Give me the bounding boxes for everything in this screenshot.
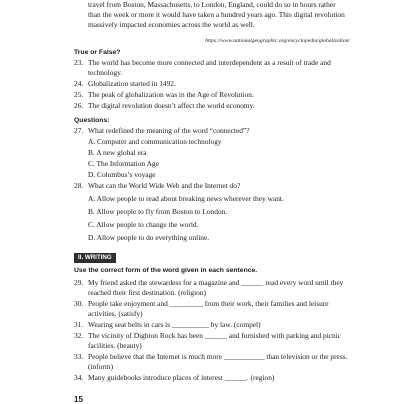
item-number: 27.	[74, 126, 84, 135]
item-text: Wearing seat belts in cars is __________ by law. (compel)	[88, 320, 261, 329]
item-text: The peak of globalization was in the Age of Revolution.	[88, 90, 254, 99]
question-27	[74, 126, 352, 136]
tf-item-24	[74, 79, 352, 89]
item-number: 31.	[74, 320, 84, 329]
writing-item-32	[74, 331, 352, 351]
intro-paragraph: travel from Boston, Massachusetts, to London, England, could do so in hours rather than the week or more it would have taken a hundred years ago. This digital revolution massively impacted economies across the world as well.	[88, 0, 345, 30]
item-number: 34.	[74, 373, 84, 382]
tf-item-23	[74, 58, 352, 78]
q27-option-a: A. Computer and communication technology	[88, 137, 222, 146]
question-28	[74, 181, 352, 191]
q27-option-b: B. A new global era	[88, 148, 147, 157]
writing-item-31	[74, 320, 352, 330]
item-number: 25.	[74, 90, 84, 99]
q27-option-c: C. The Information Age	[88, 159, 159, 168]
item-number: 30.	[74, 299, 84, 308]
q28-option-d: D. Allow people to do everything online.	[88, 233, 210, 242]
q28-option-a: A. Allow people to read about breaking news wherever they want.	[88, 194, 284, 203]
writing-section-badge: II. WRITING	[74, 253, 116, 263]
writing-item-30	[74, 299, 352, 319]
true-false-heading: True or False?	[74, 49, 121, 56]
item-text: The vicinity of Dighton Rock has been ______ and furnished with parking and picnic facilities. (beauty)	[88, 331, 342, 351]
q28-option-c: C. Allow people to change the world.	[88, 220, 199, 229]
tf-item-26	[74, 101, 352, 111]
item-number: 28.	[74, 181, 84, 190]
tf-item-25	[74, 90, 352, 100]
q27-option-d: D. Columbus’s voyage	[88, 170, 156, 179]
questions-heading: Questions:	[74, 117, 110, 124]
item-number: 29.	[74, 278, 84, 287]
writing-item-29	[74, 278, 352, 298]
q28-option-b: B. Allow people to fly from Boston to London.	[88, 207, 228, 216]
item-text: The world has become more connected and interdependent as a result of trade and technology.	[88, 58, 331, 78]
question-text: What can the World Wide Web and the Internet do?	[88, 181, 241, 190]
item-text: My friend asked the stewardess for a magazine and ______ read every word until they reached their first destination. (religion)	[88, 278, 344, 298]
item-text: The digital revolution doesn’t affect the world economy.	[88, 101, 255, 110]
item-text: Many guidebooks introduce places of interest ______. (region)	[88, 373, 275, 382]
item-number: 33.	[74, 352, 84, 361]
item-number: 23.	[74, 58, 84, 67]
item-text: Globalization started in 1492.	[88, 79, 176, 88]
item-number: 26.	[74, 101, 84, 110]
item-number: 32.	[74, 331, 84, 340]
writing-item-34	[74, 373, 352, 383]
writing-item-33	[74, 352, 352, 372]
item-text: People take enjoyment and _________ from their work, their families and leisure activities. (satisfy)	[88, 299, 329, 319]
item-number: 24.	[74, 79, 84, 88]
question-text: What redefined the meaning of the word “connected”?	[88, 126, 250, 135]
writing-instruction: Use the correct form of the word given in each sentence.	[74, 267, 258, 274]
page-number-fragment: 15	[74, 395, 83, 404]
item-text: People believe that the Internet is much more ___________ than television or the press. (inform)	[88, 352, 348, 372]
source-citation: https://www.nationalgeographic.org/encyclopedia/globalization/	[205, 38, 350, 44]
